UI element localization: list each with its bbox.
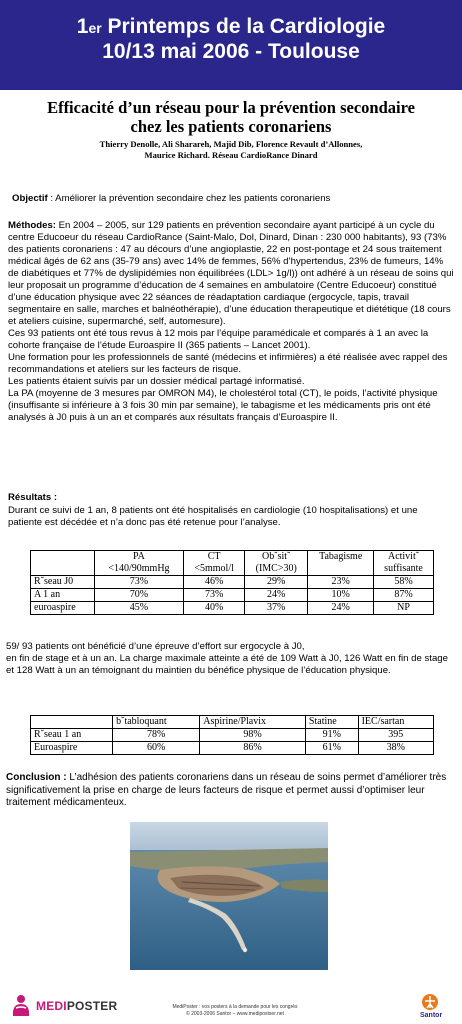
table-cell: 60% [113,742,200,755]
table-header-row [31,551,434,576]
table-header-row [31,716,434,729]
table-header-cell: b˘tabloquant [113,716,200,729]
row-label: R˘seau J0 [31,576,95,589]
table-cell: 87% [374,589,434,602]
table-row [31,602,434,615]
footer-credits: MediPoster : vos posters à la demande pour les congrès © 2003-2006 Santor – www.medipostser.net [172,1004,298,1017]
table-cell: 395 [358,729,433,742]
table-header-cell [31,716,113,729]
mediposter-figure-icon [10,994,32,1018]
table-header-cell: IEC/sartan [358,716,433,729]
santor-figure-icon [418,993,458,1013]
objectif-section: Objectif : Améliorer la prévention secondaire chez les patients coronariens [12,193,331,204]
table-cell: 29% [245,576,308,589]
medication-table [30,715,434,755]
table-cell: 78% [113,729,200,742]
table-cell: 86% [200,742,306,755]
table-cell: 23% [308,576,374,589]
table-cell: 98% [200,729,306,742]
table-cell: 24% [308,602,374,615]
table-cell: 38% [358,742,433,755]
aerial-photo-saint-malo [130,822,328,970]
table-header-cell: Aspirine/Plavix [200,716,306,729]
table-cell: NP [374,602,434,615]
row-label: R˘seau 1 an [31,729,113,742]
conclusion-section: Conclusion : L’adhésion des patients coronariens dans un réseau de soins permet d’améliorer très significativement la prise en charge de leurs facteurs de risque et permet aussi d’optimiser leur traitement médicamenteux. [6,772,447,808]
table-cell: 61% [305,742,358,755]
table-header-cell: PA <140/90mmHg [94,551,183,576]
table-header-cell: Ob˘sit˘ (IMC>30) [245,551,308,576]
resultats-text: Durant ce suivi de 1 an, 8 patients ont été hospitalisés en cardiologie (10 hospitalisations) et une patiente est décédée et n’a donc pas été retenue pour l’analyse. [8,505,418,528]
resultats-heading: Résultats : [8,492,58,503]
table-header-cell: Activit˘ suffisante [374,551,434,576]
table-header-cell [31,551,95,576]
aerial-photo-image [130,822,328,970]
table-header-cell: Statine [305,716,358,729]
table-cell: 91% [305,729,358,742]
santor-logo: Santor [418,993,458,1023]
table-cell: 73% [94,576,183,589]
table-row [31,742,434,755]
table-cell: 70% [94,589,183,602]
authors: Thierry Denolle, Ali Sharareh, Majid Dib, Florence Revault d’Allonnes, Maurice Richard. Réseau CardioRance Dinard [99,139,363,160]
table-cell: 45% [94,602,183,615]
table-row [31,729,434,742]
table-row [31,589,434,602]
mediposter-logo: MEDIPOSTER [10,994,130,1020]
table-cell: 10% [308,589,374,602]
table-cell: 37% [245,602,308,615]
table-header-cell: CT <5mmol/l [184,551,245,576]
row-label: A 1 an [31,589,95,602]
row-label: euroaspire [31,602,95,615]
event-title: 1er Printemps de la Cardiologie [76,15,386,38]
table-row [31,576,434,589]
header-banner [0,0,462,90]
table-header-cell: Tabagisme [308,551,374,576]
table-cell: 46% [184,576,245,589]
ergocycle-paragraph: 59/ 93 patients ont bénéficié d’une épreuve d’effort sur ergocycle à J0, en fin de stage et à un an. La charge maximale atteinte a été de 109 Watt à J0, 126 Watt en fin de stage et 128 Watt à un an témoignant du maintien du bénéfice physique de l’éducation physique. [6,641,448,676]
table-cell: 58% [374,576,434,589]
row-label: Euroaspire [31,742,113,755]
methodes-section: Méthodes: En 2004 – 2005, sur 129 patients en prévention secondaire ayant participé à un cycle du centre Educoeur du réseau CardioRance (Saint-Malo, Dol, Dinard, Dinan : 230 000 habitants), 93 (73% des patients coronariens : 47 au décours d’une angioplastie, 22 en post-pontage et 24 sous traitement médical âgés de 62 ans (35-79 ans) avec 14% de femmes, 56% d’hypertendus, 23% de fumeurs, 14% de diabétiques et 77% de dyslipidémies non équilibrées (LDL> 1g/l)) ont adhéré à un réseau de soins qui leur proposait un programme d’éducation de 4 semaines en ambulatoire (Centre Educoeur) constitué d’une éducation physique avec 22 séances de réadaptation cardiaque (ergocycle, tapis, travail segmentaire en salle, marches et balnéothérapie), d’une éducation therapeutique et diététique (18 cours et ateliers cuisine, supermarché, self, automesure). Ces 93 patients ont été tous revus à 12 mois par l’équipe paramédicale et comparés à 1 an avec la cohorte française de l’étude Euroaspire II (365 patients – Lancet 2001). Une formation pour les professionnels de santé (médecins et infirmières) a été réalisée avec rappel des recommandations et ateliers sur les facteurs de risque. Les patients étaient suivis par un dossier médical partagé informatisé. La PA (moyenne de 3 mesures par OMRON M4), le cholestérol total (CT), le poids, l’activité physique (insuffisante si inférieure à 3 fois 30 min par semaine), le tabagisme et les médicaments pris ont été analysés à J0 puis à un an et comparés aux résultats français d’Euroaspire II. [8,220,454,423]
table-cell: 24% [245,589,308,602]
table-cell: 73% [184,589,245,602]
poster-title: Efficacité d’un réseau pour la prévention secondaire chez les patients coronariens [47,98,415,136]
table-cell: 40% [184,602,245,615]
results-table [30,550,434,615]
event-dates: 10/13 mai 2006 - Toulouse [102,40,360,63]
